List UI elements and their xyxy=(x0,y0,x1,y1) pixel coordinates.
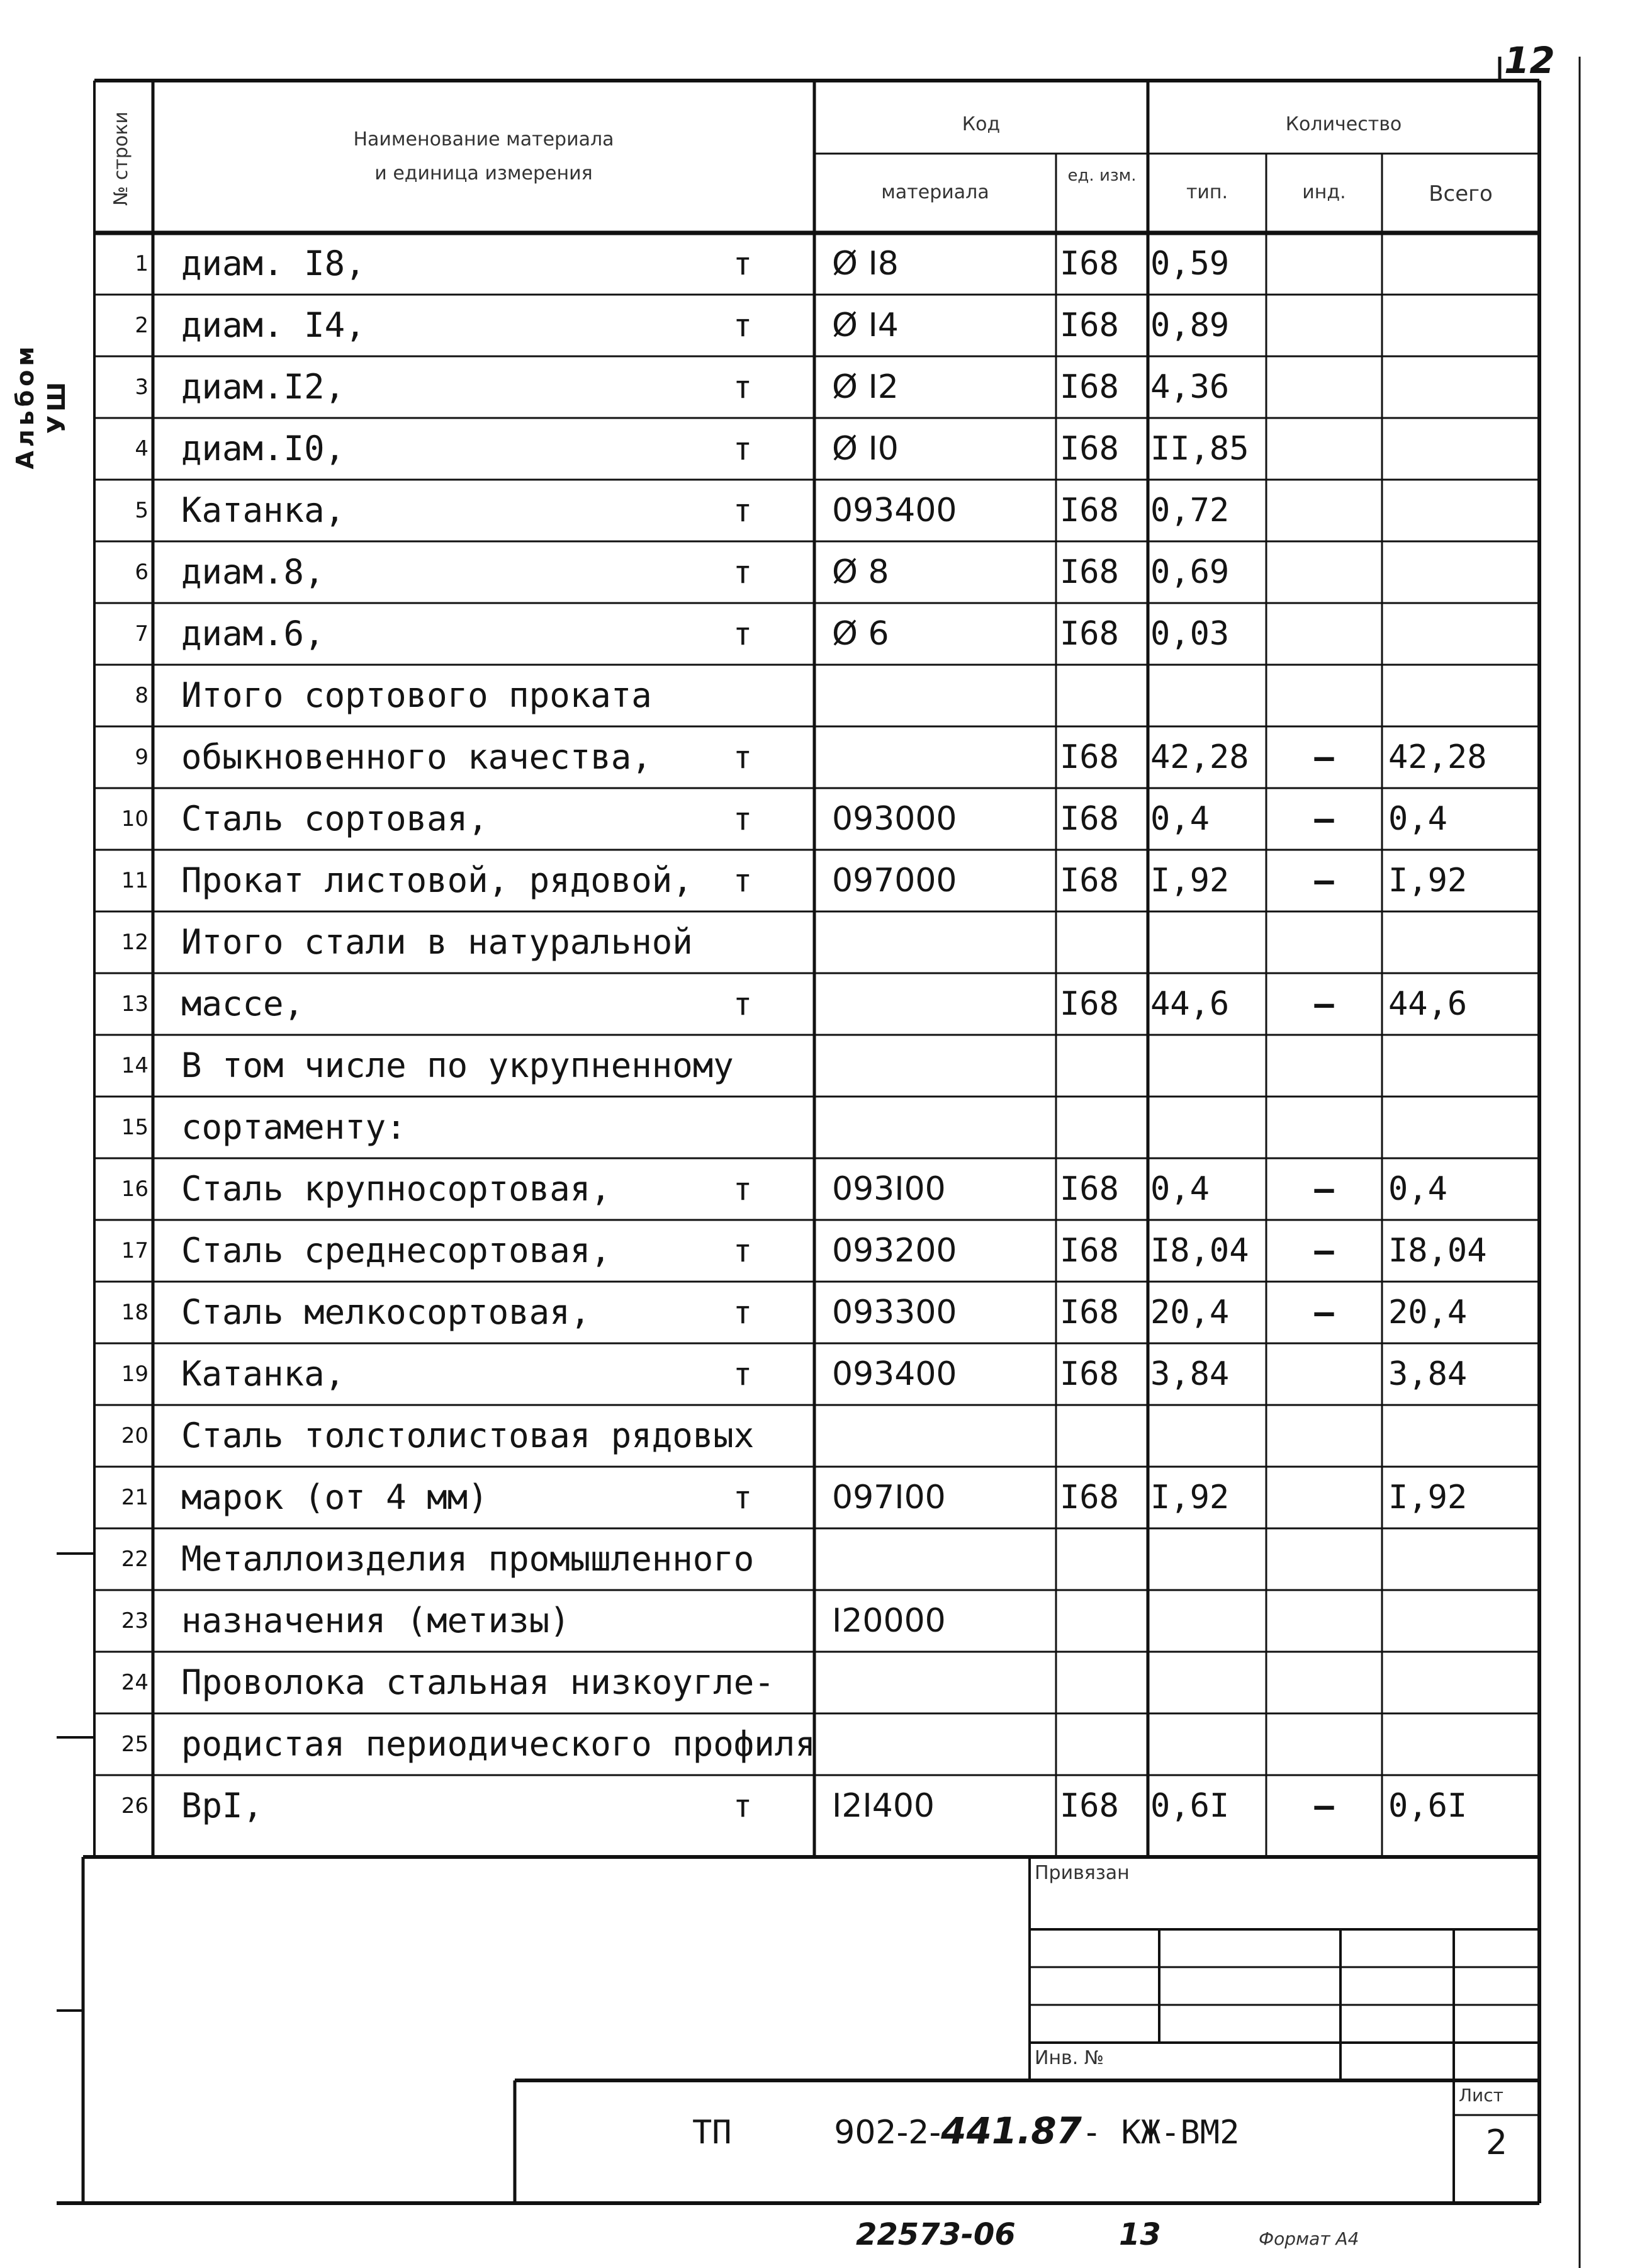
qty-typical: 0,69 xyxy=(1150,553,1230,591)
header-row-number: № строки xyxy=(110,111,132,206)
unit-code: I68 xyxy=(1060,985,1119,1023)
material-code: 093400 xyxy=(832,492,957,529)
stamp-doc-designation xyxy=(692,2109,1239,2153)
material-code: 093I00 xyxy=(832,1170,946,1208)
qty-typical: I,92 xyxy=(1150,1479,1230,1516)
table-row xyxy=(0,1528,1635,1590)
unit-code: I68 xyxy=(1060,1355,1119,1393)
unit-of-measure xyxy=(711,1528,774,1590)
table-row xyxy=(0,1343,1635,1405)
stamp-privyazan: Привязан xyxy=(1035,1862,1130,1884)
stamp-inv-no: Инв. № xyxy=(1035,2047,1104,2069)
qty-individual xyxy=(1266,541,1382,603)
qty-typical: II,85 xyxy=(1150,430,1249,468)
row-number: 25 xyxy=(121,1732,149,1757)
material-name: Сталь среднесортовая, xyxy=(181,1231,611,1270)
material-name: Итого сортового проката xyxy=(181,675,652,715)
material-name: назначения (метизы) xyxy=(181,1601,570,1640)
qty-typical xyxy=(1150,1713,1266,1775)
qty-individual xyxy=(1266,665,1382,726)
qty-total xyxy=(1388,603,1539,665)
material-name: Катанка, xyxy=(181,490,346,530)
table-row xyxy=(0,726,1635,788)
table-row xyxy=(0,1652,1635,1713)
material-code: 097000 xyxy=(832,862,957,900)
material-name: обыкновенного качества, xyxy=(181,737,652,777)
qty-individual: – xyxy=(1314,1232,1334,1270)
qty-individual xyxy=(1266,1035,1382,1097)
material-name: диам. I8, xyxy=(181,244,366,283)
table-row xyxy=(0,418,1635,480)
unit-of-measure xyxy=(711,1035,774,1097)
header-name-line1: Наименование материала xyxy=(353,128,614,150)
qty-individual xyxy=(1266,1528,1382,1590)
material-code: Ø I2 xyxy=(832,368,899,406)
material-code xyxy=(832,665,1052,726)
qty-typical: 0,59 xyxy=(1150,245,1230,283)
qty-typical: I8,04 xyxy=(1150,1232,1249,1270)
qty-typical xyxy=(1150,1652,1266,1713)
material-code: Ø I8 xyxy=(832,245,899,283)
header-code-material: материала xyxy=(881,181,989,203)
material-code: Ø I0 xyxy=(832,430,899,468)
row-number: 14 xyxy=(121,1053,149,1078)
qty-individual xyxy=(1266,603,1382,665)
qty-typical xyxy=(1150,1528,1266,1590)
row-number: 13 xyxy=(121,991,149,1017)
table-row xyxy=(0,788,1635,850)
material-code: Ø I4 xyxy=(832,307,899,344)
unit-code xyxy=(1060,1713,1148,1775)
qty-total xyxy=(1388,295,1539,356)
material-name: массе, xyxy=(181,984,305,1024)
unit-of-measure: т xyxy=(733,554,753,590)
material-name: Сталь толстолистовая рядовых xyxy=(181,1416,755,1455)
qty-total: 0,6I xyxy=(1388,1787,1468,1825)
footer-page-number: 13 xyxy=(1119,2217,1161,2252)
material-code: 093300 xyxy=(832,1294,957,1331)
material-name: диам.6, xyxy=(181,614,325,653)
stamp-sheet-number: 2 xyxy=(1485,2123,1508,2162)
material-name: Сталь сортовая, xyxy=(181,799,488,838)
qty-individual: – xyxy=(1314,1787,1334,1825)
unit-code xyxy=(1060,911,1148,973)
doc-number-handwritten: 441.87 xyxy=(941,2109,1082,2152)
table-row xyxy=(0,1713,1635,1775)
qty-total xyxy=(1388,356,1539,418)
row-number: 4 xyxy=(135,436,149,461)
material-code xyxy=(832,1652,1052,1713)
qty-typical: 42,28 xyxy=(1150,738,1249,776)
qty-individual xyxy=(1266,911,1382,973)
qty-individual xyxy=(1266,233,1382,295)
row-number: 12 xyxy=(121,930,149,955)
qty-total: I,92 xyxy=(1388,862,1468,900)
unit-of-measure: т xyxy=(733,245,753,282)
table-row xyxy=(0,1158,1635,1220)
unit-code: I68 xyxy=(1060,492,1119,529)
qty-total xyxy=(1388,1097,1539,1158)
material-code xyxy=(832,1097,1052,1158)
material-code: 093200 xyxy=(832,1232,957,1270)
table-row xyxy=(0,1467,1635,1528)
unit-code xyxy=(1060,1652,1148,1713)
qty-individual: – xyxy=(1314,1170,1334,1208)
stamp-sheet-label: Лист xyxy=(1459,2085,1503,2106)
unit-of-measure: т xyxy=(733,1479,753,1516)
table-row xyxy=(0,356,1635,418)
qty-total: 44,6 xyxy=(1388,985,1468,1023)
material-code: I20000 xyxy=(832,1602,946,1640)
unit-of-measure xyxy=(711,1652,774,1713)
qty-total: 3,84 xyxy=(1388,1355,1468,1393)
material-name: Проволока стальная низкоугле- xyxy=(181,1662,775,1702)
header-name-line2: и единица измерения xyxy=(374,162,593,184)
material-name: Металлоизделия промышленного xyxy=(181,1539,755,1579)
row-number: 16 xyxy=(121,1176,149,1202)
material-code xyxy=(832,1528,1052,1590)
qty-typical: I,92 xyxy=(1150,862,1230,900)
qty-individual xyxy=(1266,356,1382,418)
table-row xyxy=(0,603,1635,665)
material-code xyxy=(832,911,1052,973)
unit-code: I68 xyxy=(1060,1232,1119,1270)
qty-total xyxy=(1388,1035,1539,1097)
row-number: 11 xyxy=(121,868,149,893)
corner-page-number: 12 xyxy=(1504,39,1555,82)
qty-total xyxy=(1388,1528,1539,1590)
qty-total xyxy=(1388,1405,1539,1467)
qty-total: I8,04 xyxy=(1388,1232,1487,1270)
material-name: Прокат листовой, рядовой, xyxy=(181,860,693,900)
qty-typical xyxy=(1150,1405,1266,1467)
unit-of-measure: т xyxy=(733,1171,753,1207)
row-number: 24 xyxy=(121,1670,149,1695)
unit-code xyxy=(1060,1097,1148,1158)
row-number: 3 xyxy=(135,375,149,400)
material-name: диам.I0, xyxy=(181,429,346,468)
qty-typical: 0,89 xyxy=(1150,307,1230,344)
unit-of-measure xyxy=(711,1097,774,1158)
row-number: 15 xyxy=(121,1115,149,1140)
qty-total: 0,4 xyxy=(1388,800,1447,838)
qty-typical: 4,36 xyxy=(1150,368,1230,406)
album-side-label: Альбом УШ xyxy=(11,342,70,470)
unit-of-measure: т xyxy=(733,369,753,405)
unit-code: I68 xyxy=(1060,615,1119,653)
unit-code: I68 xyxy=(1060,245,1119,283)
unit-of-measure xyxy=(711,1405,774,1467)
qty-typical xyxy=(1150,1035,1266,1097)
qty-total: 0,4 xyxy=(1388,1170,1447,1208)
row-number: 21 xyxy=(121,1485,149,1510)
material-name: диам.8, xyxy=(181,552,325,592)
qty-total xyxy=(1388,911,1539,973)
table-row xyxy=(0,541,1635,603)
table-row xyxy=(0,1220,1635,1282)
unit-code: I68 xyxy=(1060,738,1119,776)
unit-code xyxy=(1060,665,1148,726)
qty-individual: – xyxy=(1314,985,1334,1023)
row-number: 22 xyxy=(121,1547,149,1572)
qty-total: 20,4 xyxy=(1388,1294,1468,1331)
row-number: 19 xyxy=(121,1362,149,1387)
unit-code xyxy=(1060,1035,1148,1097)
qty-total xyxy=(1388,480,1539,541)
unit-of-measure xyxy=(711,911,774,973)
row-number: 7 xyxy=(135,621,149,646)
material-name: родистая периодического профиля xyxy=(181,1724,816,1764)
qty-typical: 3,84 xyxy=(1150,1355,1230,1393)
qty-individual: – xyxy=(1314,738,1334,776)
unit-code: I68 xyxy=(1060,430,1119,468)
qty-typical: 20,4 xyxy=(1150,1294,1230,1331)
row-number: 10 xyxy=(121,806,149,832)
table-row xyxy=(0,480,1635,541)
unit-code xyxy=(1060,1405,1148,1467)
unit-code: I68 xyxy=(1060,368,1119,406)
unit-code: I68 xyxy=(1060,862,1119,900)
material-code: Ø 6 xyxy=(832,615,889,653)
qty-total xyxy=(1388,665,1539,726)
qty-total xyxy=(1388,1590,1539,1652)
material-code: 093000 xyxy=(832,800,957,838)
material-name: В том числе по укрупненному xyxy=(181,1046,734,1085)
qty-typical xyxy=(1150,1590,1266,1652)
material-code xyxy=(832,973,1052,1035)
material-code: 097I00 xyxy=(832,1479,946,1516)
material-code: Ø 8 xyxy=(832,553,889,591)
table-row xyxy=(0,1035,1635,1097)
qty-individual: – xyxy=(1314,1294,1334,1331)
material-name: марок (от 4 мм) xyxy=(181,1477,488,1517)
header-qty-group: Количество xyxy=(1285,113,1402,135)
row-number: 17 xyxy=(121,1238,149,1263)
table-row xyxy=(0,1775,1635,1837)
unit-of-measure: т xyxy=(733,1356,753,1392)
table-row xyxy=(0,911,1635,973)
material-name: диам. I4, xyxy=(181,305,366,345)
qty-individual xyxy=(1266,418,1382,480)
unit-of-measure: т xyxy=(733,431,753,467)
material-name: сортаменту: xyxy=(181,1107,407,1147)
table-row xyxy=(0,973,1635,1035)
table-row xyxy=(0,1590,1635,1652)
unit-code: I68 xyxy=(1060,307,1119,344)
material-code xyxy=(832,1035,1052,1097)
qty-individual xyxy=(1266,1097,1382,1158)
row-number: 1 xyxy=(135,251,149,276)
row-number: 23 xyxy=(121,1608,149,1633)
unit-of-measure xyxy=(711,665,774,726)
unit-of-measure: т xyxy=(733,986,753,1022)
unit-of-measure: т xyxy=(733,739,753,776)
unit-of-measure: т xyxy=(733,616,753,652)
table-row xyxy=(0,1282,1635,1343)
qty-total xyxy=(1388,541,1539,603)
material-name: Сталь мелкосортовая, xyxy=(181,1292,591,1332)
row-number: 26 xyxy=(121,1793,149,1819)
qty-total xyxy=(1388,233,1539,295)
header-qty-ind: инд. xyxy=(1302,181,1346,203)
qty-individual xyxy=(1266,1652,1382,1713)
row-number: 20 xyxy=(121,1423,149,1448)
header-qty-total: Всего xyxy=(1429,181,1493,206)
qty-typical xyxy=(1150,911,1266,973)
unit-of-measure: т xyxy=(733,1294,753,1331)
qty-individual xyxy=(1266,295,1382,356)
footer-format: Формат А4 xyxy=(1259,2228,1359,2249)
qty-total: I,92 xyxy=(1388,1479,1468,1516)
qty-typical: 0,4 xyxy=(1150,1170,1210,1208)
qty-individual xyxy=(1266,1590,1382,1652)
header-qty-typ: тип. xyxy=(1186,181,1228,203)
material-code xyxy=(832,1405,1052,1467)
material-code xyxy=(832,726,1052,788)
qty-typical xyxy=(1150,665,1266,726)
material-code xyxy=(832,1713,1052,1775)
material-code: I2I400 xyxy=(832,1787,935,1825)
unit-of-measure: т xyxy=(733,801,753,837)
qty-individual: – xyxy=(1314,800,1334,838)
unit-of-measure xyxy=(711,1713,774,1775)
unit-code xyxy=(1060,1590,1148,1652)
material-name: Катанка, xyxy=(181,1354,346,1394)
qty-individual: – xyxy=(1314,862,1334,900)
row-number: 18 xyxy=(121,1300,149,1325)
table-row xyxy=(0,1097,1635,1158)
unit-code xyxy=(1060,1528,1148,1590)
footer-archive-number: 22573-06 xyxy=(856,2217,1016,2252)
unit-of-measure: т xyxy=(733,1788,753,1824)
qty-typical xyxy=(1150,1097,1266,1158)
qty-total: 42,28 xyxy=(1388,738,1487,776)
qty-individual xyxy=(1266,1343,1382,1405)
unit-of-measure: т xyxy=(733,492,753,529)
table-row xyxy=(0,295,1635,356)
row-number: 6 xyxy=(135,560,149,585)
unit-of-measure: т xyxy=(733,1233,753,1269)
unit-code: I68 xyxy=(1060,1787,1119,1825)
row-number: 5 xyxy=(135,498,149,523)
unit-of-measure: т xyxy=(733,307,753,344)
table-row xyxy=(0,665,1635,726)
qty-individual xyxy=(1266,1405,1382,1467)
qty-typical: 44,6 xyxy=(1150,985,1230,1023)
row-number: 9 xyxy=(135,745,149,770)
unit-code: I68 xyxy=(1060,1294,1119,1331)
qty-individual xyxy=(1266,1467,1382,1528)
qty-individual xyxy=(1266,1713,1382,1775)
material-code: 093400 xyxy=(832,1355,957,1393)
material-name: диам.I2, xyxy=(181,367,346,407)
table-row xyxy=(0,1405,1635,1467)
unit-of-measure xyxy=(711,1590,774,1652)
qty-total xyxy=(1388,1713,1539,1775)
doc-number-printed: 902-2- xyxy=(834,2114,941,2152)
doc-prefix: ТП xyxy=(692,2114,732,2152)
header-code-unit: ед. изм. xyxy=(1067,166,1137,185)
table-row xyxy=(0,233,1635,295)
unit-code: I68 xyxy=(1060,1479,1119,1516)
unit-code: I68 xyxy=(1060,800,1119,838)
unit-code: I68 xyxy=(1060,553,1119,591)
material-name: Итого стали в натуральной xyxy=(181,922,693,962)
header-code-group: Код xyxy=(962,113,1001,135)
material-name: BpI, xyxy=(181,1786,264,1825)
row-number: 8 xyxy=(135,683,149,708)
qty-typical: 0,03 xyxy=(1150,615,1230,653)
qty-typical: 0,72 xyxy=(1150,492,1230,529)
table-row xyxy=(0,850,1635,911)
doc-suffix: - КЖ-ВМ2 xyxy=(1081,2114,1240,2152)
qty-individual xyxy=(1266,480,1382,541)
unit-of-measure: т xyxy=(733,862,753,899)
qty-total xyxy=(1388,418,1539,480)
row-number: 2 xyxy=(135,313,149,338)
material-name: Сталь крупносортовая, xyxy=(181,1169,611,1209)
qty-total xyxy=(1388,1652,1539,1713)
qty-typical: 0,4 xyxy=(1150,800,1210,838)
unit-code: I68 xyxy=(1060,1170,1119,1208)
qty-typical: 0,6I xyxy=(1150,1787,1230,1825)
